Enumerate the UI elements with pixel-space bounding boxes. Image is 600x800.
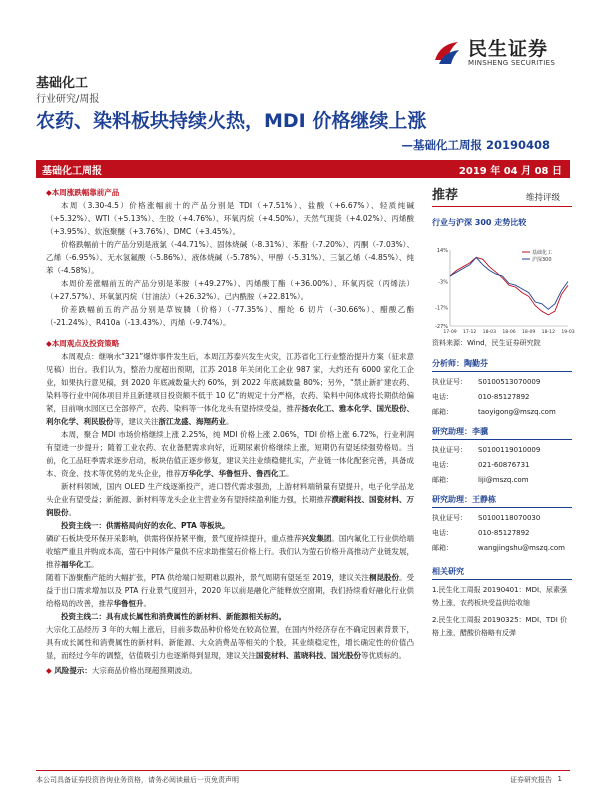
contact-value: S0100119010009 bbox=[478, 446, 541, 454]
investment-line-1: 投资主线一：供需格局向好的农化、PTA 等板块。 bbox=[61, 521, 230, 530]
analyst-contact-row bbox=[432, 511, 572, 526]
rating-box bbox=[432, 184, 572, 207]
contact-value[interactable]: taoyigong@mszq.com bbox=[478, 408, 556, 416]
band-title: 基础化工周报 bbox=[42, 166, 102, 177]
analyst-contact-row bbox=[432, 443, 572, 458]
analyst-contact-row bbox=[432, 458, 572, 473]
x-tick-label: 19-03 bbox=[561, 330, 575, 335]
section-heading: ◆ 本周观点及投资策略 bbox=[46, 337, 414, 350]
paragraph: 本周价差涨幅前五的产品分别是苯胺（+49.27%）、丙烯酸丁酯（+36.00%）、环氧丙烷（丙烯法）（+27.57%）、环氧氯丙烷（甘油法）（+26.32%）、己内酰胺（+22.81%）。 bbox=[46, 279, 414, 301]
x-tick-label: 18-03 bbox=[482, 330, 497, 335]
related-research bbox=[432, 566, 572, 640]
contact-label: 执业证号： bbox=[432, 378, 467, 386]
contact-value: 010-85127892 bbox=[478, 393, 530, 401]
minsheng-logo-icon bbox=[432, 38, 462, 68]
paragraph: 随着下游聚酯产能的大幅扩张，PTA 供给端口短期难以跟补，景气周期有望延至 2019，建议关注桐昆股份。受益于出口需求增加以及 PTA 行业景气度回升，2020 年以前是融化产能释放空窗期，我们持续看好融化行业供给格局的改善，推荐华鲁恒升。 bbox=[46, 573, 414, 608]
risk-warning: ◆ 风险提示：大宗商品价格出现超预期波动。 bbox=[46, 666, 197, 675]
analyst-contact-row bbox=[432, 375, 572, 390]
y-tick-label: -17% bbox=[435, 305, 448, 312]
sidebar bbox=[432, 184, 575, 637]
page-number: 1 bbox=[557, 775, 562, 783]
y-tick-label: 14% bbox=[436, 248, 448, 254]
analyst-contact-row bbox=[432, 473, 572, 488]
chart-source: 资料来源：Wind，民生证券研究院 bbox=[432, 339, 541, 347]
investment-line-2: 投资主线二：具有成长属性和消费属性的新材料、新能源相关标的。 bbox=[61, 612, 286, 621]
analyst-block bbox=[432, 494, 572, 556]
contact-value: 021-60876731 bbox=[478, 461, 530, 469]
x-tick-label: 18-06 bbox=[502, 330, 516, 335]
x-tick-label: 18-09 bbox=[521, 330, 536, 335]
paragraph: 本周，聚合 MDI 市场价格继续上涨 2.25%，纯 MDI 价格上涨 2.06%，TDI 价格上涨 6.72%，行业利润有望进一步提升；随着工业农药、农业备肥需求向好，近期尿素价格继续上涨，短期仍有望延续强势格局。当前，化工品旺季需求逐步启动，板块估值正逐步修复，建议关注业绩稳健扎实，产业链一体化配套完善，具备成本、资金、技术等优势的龙头企业，推荐万华化学、华鲁恒升、鲁西化工。 bbox=[46, 430, 414, 478]
series-line-hs300 bbox=[450, 257, 568, 309]
footer-disclaimer: 本公司具备证券投资咨询业务资格，请务必阅读最后一页免责声明 bbox=[36, 776, 239, 784]
analyst-contact-row bbox=[432, 526, 572, 541]
analyst-block bbox=[432, 358, 572, 420]
paragraph: 本周观点：继响水“321”爆炸事件发生后，本周江苏泰兴发生火灾，江苏省化工行业整治提升方案（征求意见稿）出台。我们认为，整治力度超出预期，江苏 2018 年关闭化工企业 987 家，大约还有 6000 家化工企业，如果执行意见稿，到 2020 年底减数量大约 60%，到 2022 年底减数量 80%；另外，“禁止新扩建农药、染料等行业中间体项目并且新建项目投资额不低于 10 亿”的规定十分严格，农药、染料中间体成将长期供给偏紧，目前响水园区已全部停产，农药、染料等一体化龙头有望持续受益，推荐扬农化工、雅本化学、国光股份、利尔化学、利民股份等，建议关注浙江龙盛、海翔药业。 bbox=[46, 352, 415, 426]
contact-value[interactable]: wangjingshu@mszq.com bbox=[478, 544, 565, 552]
header-band bbox=[36, 160, 570, 178]
contact-label: 邮箱： bbox=[432, 476, 453, 484]
paragraph: 磷矿石板块受环保开采影响，供需将保持紧平衡，景气度持续提升，重点推荐兴发集团。国内氟化工行业供给端收缩严重且并购成本高，萤石中间体产量供不应求助推萤石价格上行。我们认为萤石价格升高推动产业链发展，推荐福华化工。 bbox=[46, 534, 415, 569]
legend-label: 基础化工 bbox=[532, 250, 553, 256]
analyst-name: 分析师：陶勤芬 bbox=[432, 358, 572, 372]
main-content bbox=[46, 184, 414, 677]
contact-label: 电话： bbox=[432, 461, 453, 469]
analyst-contact-row bbox=[432, 390, 572, 405]
contact-value: S0100513070009 bbox=[478, 378, 541, 386]
related-item: 2.民生化工周报 20190325：MDI、TDI 价格上涨，醋酸价格略有反弹 bbox=[432, 616, 567, 637]
contact-label: 执业证号： bbox=[432, 446, 467, 454]
contact-label: 电话： bbox=[432, 393, 453, 401]
y-tick-label: -3% bbox=[438, 279, 448, 286]
analyst-contact-row bbox=[432, 405, 572, 420]
footer-label: 证券研究报告 bbox=[510, 776, 552, 784]
legend-label: 沪深300 bbox=[532, 257, 552, 263]
analyst-name: 研究助理：王静栋 bbox=[432, 494, 572, 508]
contact-label: 邮箱： bbox=[432, 408, 453, 416]
related-item: 1.民生化工周报 20190401：MDI、尿素强势上涨，农药板块受益供给收缩 bbox=[432, 586, 568, 607]
analyst-list bbox=[432, 358, 572, 562]
contact-value: S0100118070030 bbox=[478, 514, 541, 522]
paragraph: 大宗化工品经历 3 年的大幅上涨后，目前多数品种价格处在较高位置，在国内外经济存在不确定因素背景下，具有成长属性和消费属性的新材料、新能源、大众消费品等相关的个股，其业绩稳定性，增长确定性的价值凸显，而经过今年的调整，估值吸引力也逐渐得到显现，建议关注国瓷材料、蓝晓科技、国光股份等优质标的。 bbox=[46, 625, 414, 660]
chart-title: 行业与沪深 300 走势比较 bbox=[432, 218, 527, 227]
contact-value: 010-85127892 bbox=[478, 529, 530, 537]
x-tick-label: 18-12 bbox=[541, 330, 556, 335]
brand-name-en: MINSHENG SECURITIES bbox=[468, 59, 556, 67]
page-title: 农药、染料板块持续火热，MDI 价格继续上涨 bbox=[36, 110, 427, 132]
footer-divider bbox=[36, 770, 570, 771]
related-heading: 相关研究 bbox=[432, 566, 572, 580]
rating-key: 推荐 bbox=[432, 188, 459, 203]
contact-label: 邮箱： bbox=[432, 544, 453, 552]
analyst-name: 研究助理：李骥 bbox=[432, 426, 572, 440]
paragraph: 本周（3.30-4.5）价格涨幅前十的产品分别是 TDI（+7.51%）、盐酸（+6.67%）、轻质纯碱（+5.32%）、WTI（+5.13%）、生胶（+4.76%）、环氧丙烷（+4.50%）、天然气现货（+4.02%）、丙烯酸（+3.95%）、软泡聚醚（+3.76%）、DMC（+3.45%）。 bbox=[46, 201, 414, 236]
contact-label: 电话： bbox=[432, 529, 453, 537]
brand-name-cn: 民生证券 bbox=[468, 38, 549, 60]
analyst-block bbox=[432, 426, 572, 488]
rating-value: 维持评级 bbox=[525, 193, 560, 203]
report-date: 2019 年 04 月 08 日 bbox=[458, 166, 562, 177]
section-heading: ◆ 本周涨跌幅靠前产品 bbox=[46, 186, 414, 199]
contact-label: 执业证号： bbox=[432, 514, 467, 522]
contact-value[interactable]: liji@mszq.com bbox=[478, 476, 529, 484]
x-tick-label: 17-12 bbox=[462, 330, 477, 335]
paragraph: 新材料领域，国内 OLED 生产线逐渐投产，进口替代需求强劲，上游材料端销量有望提升，电子化学品龙头企业有望受益；新能源、新材料等龙头企业主营业务有望持续盈利能力强，长期推荐濮耐科技、国瓷材料、万润股份。 bbox=[46, 482, 415, 517]
paragraph: 价格跌幅前十的产品分别是液氯（-44.71%）、固体烧碱（-8.31%）、苯酚（-7.20%）、丙酮（-7.03%）、乙烯（-6.95%）、无水氢氟酸（-5.86%）、液体烧碱（-5.78%）、甲醇（-5.31%）、三氯乙烯（-4.85%）、纯苯（-4.58%）。 bbox=[46, 240, 414, 275]
brand-logo bbox=[432, 38, 555, 68]
paragraph: 价差跌幅前五的产品分别是草铵膦（价格）（-77.35%）、醋纶 6 切片（-30.66%）、醋酸乙酯（-21.24%）、R410a（-13.43%）、丙烯（-9.74%）。 bbox=[46, 305, 414, 327]
report-type: 行业研究/周报 bbox=[36, 94, 100, 105]
page-subtitle: —基础化工周报 20190408 bbox=[401, 138, 550, 152]
y-tick-label: -27% bbox=[435, 324, 448, 330]
analyst-contact-row bbox=[432, 541, 572, 556]
sector-label: 基础化工 bbox=[36, 76, 89, 91]
x-tick-label: 17-09 bbox=[443, 330, 457, 335]
